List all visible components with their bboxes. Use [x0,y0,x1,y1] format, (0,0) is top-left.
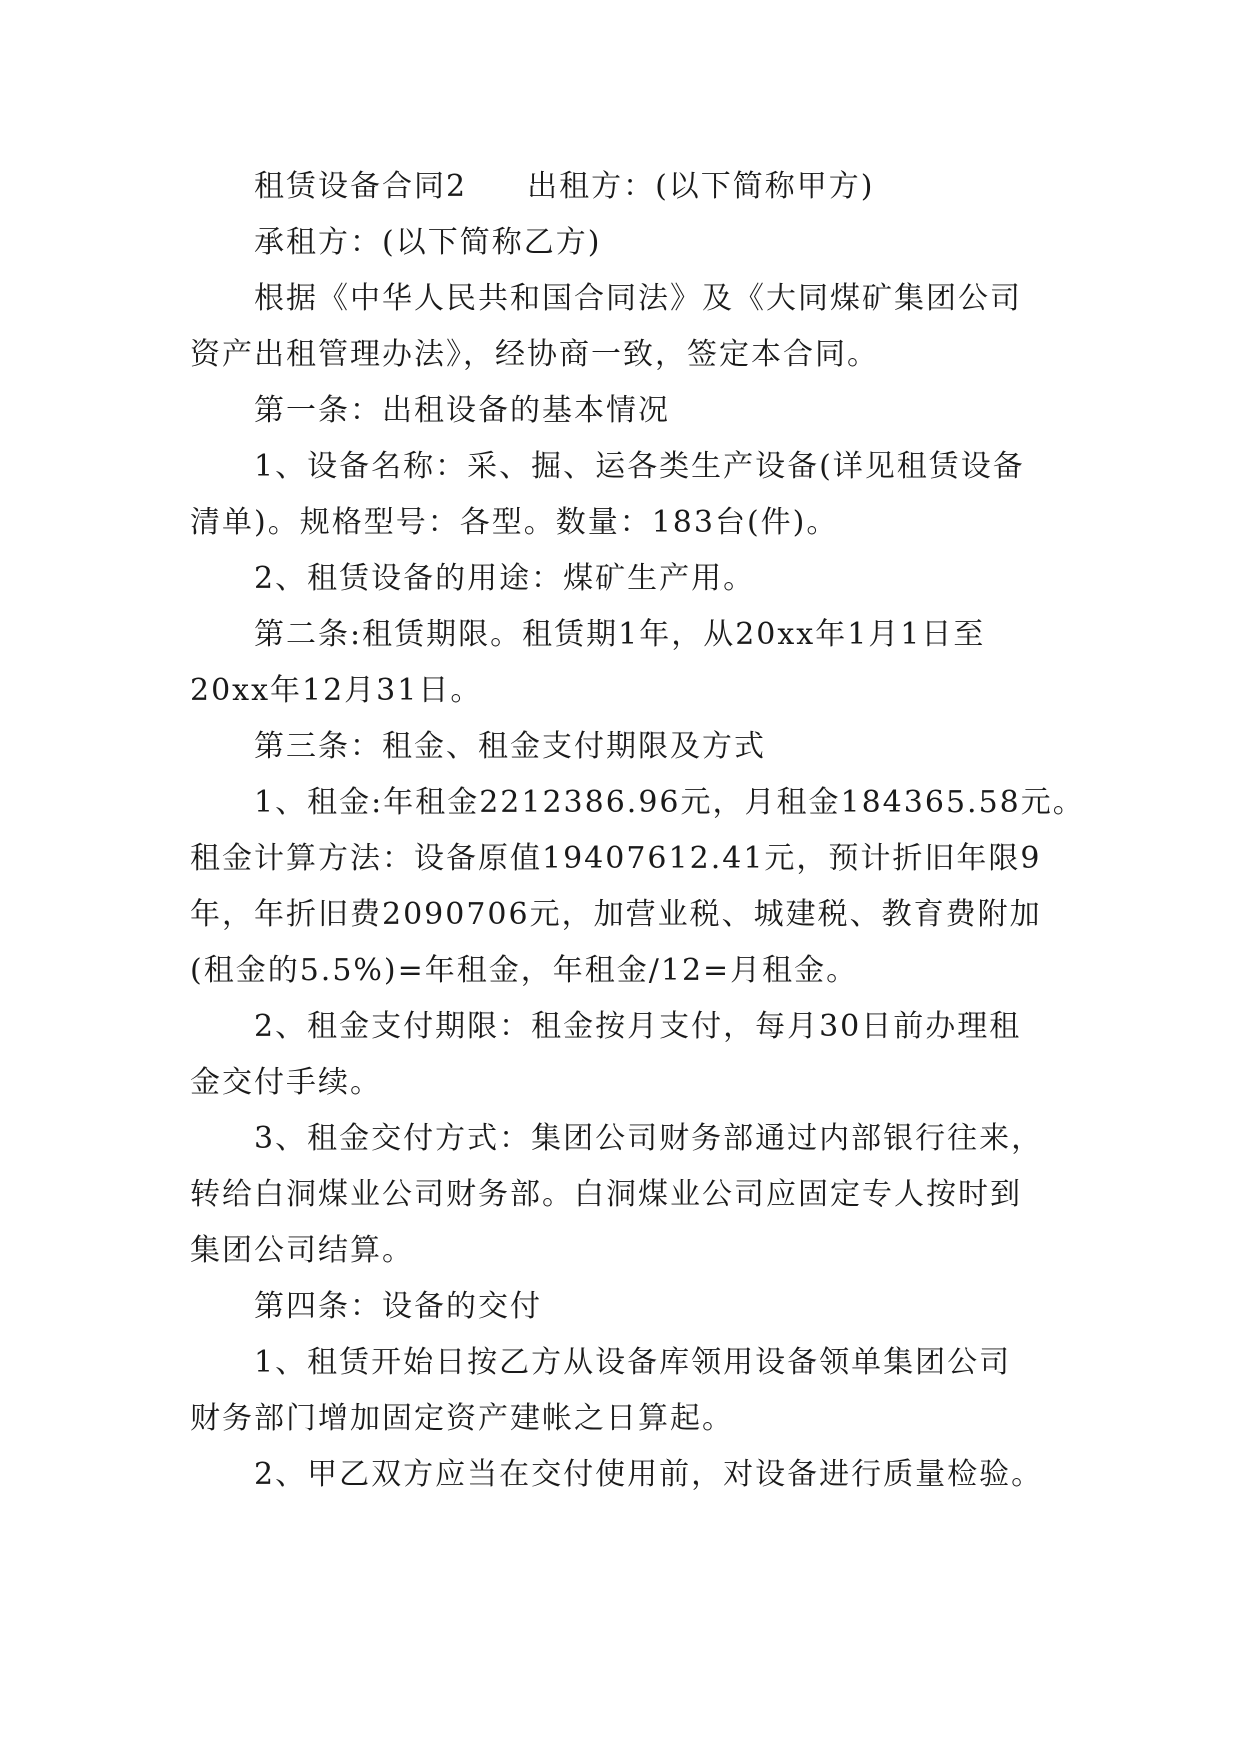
paragraph-line: 年，年折旧费2090706元，加营业税、城建税、教育费附加 [190,897,1042,932]
paragraph-line: (租金的5.5%)=年租金，年租金/12=月租金。 [190,953,859,988]
article-heading: 第三条：租金、租金支付期限及方式 [254,729,766,764]
article-heading: 第一条：出租设备的基本情况 [254,393,670,428]
paragraph-line: 3、租金交付方式：集团公司财务部通过内部银行往来， [254,1121,1044,1156]
paragraph-line: 1、租金:年租金2212386.96元，月租金184365.58元。 [254,785,1085,820]
paragraph-line: 金交付手续。 [190,1065,382,1100]
paragraph-line: 1、租赁开始日按乙方从设备库领用设备领单集团公司 [254,1345,1012,1380]
article-heading: 第二条:租赁期限。租赁期1年，从20xx年1月1日至 [254,617,986,652]
contract-title: 租赁设备合同2 [254,169,468,204]
paragraph-line: 集团公司结算。 [190,1233,414,1268]
paragraph-line: 20xx年12月31日。 [190,673,483,708]
article-heading: 第四条：设备的交付 [254,1289,542,1324]
paragraph-line: 2、租金支付期限：租金按月支付，每月30日前办理租 [254,1009,1022,1044]
paragraph-line: 2、甲乙双方应当在交付使用前，对设备进行质量检验。 [254,1457,1044,1492]
lessor-line: 出租方：(以下简称甲方) [527,169,875,204]
paragraph-line: 清单)。规格型号：各型。数量：183台(件)。 [190,505,839,540]
paragraph-line: 转给白洞煤业公司财务部。白洞煤业公司应固定专人按时到 [190,1177,1022,1212]
paragraph-line: 资产出租管理办法》，经协商一致，签定本合同。 [190,337,879,372]
paragraph-line: 财务部门增加固定资产建帐之日算起。 [190,1401,734,1436]
lessee-line: 承租方：(以下简称乙方) [254,225,602,260]
paragraph-line: 1、设备名称：采、掘、运各类生产设备(详见租赁设备 [254,449,1025,484]
paragraph-line: 2、租赁设备的用途：煤矿生产用。 [254,561,756,596]
title-line [254,158,1154,216]
paragraph-line: 根据《中华人民共和国合同法》及《大同煤矿集团公司 [254,281,1022,316]
paragraph-line: 租金计算方法：设备原值19407612.41元，预计折旧年限9 [190,841,1042,876]
